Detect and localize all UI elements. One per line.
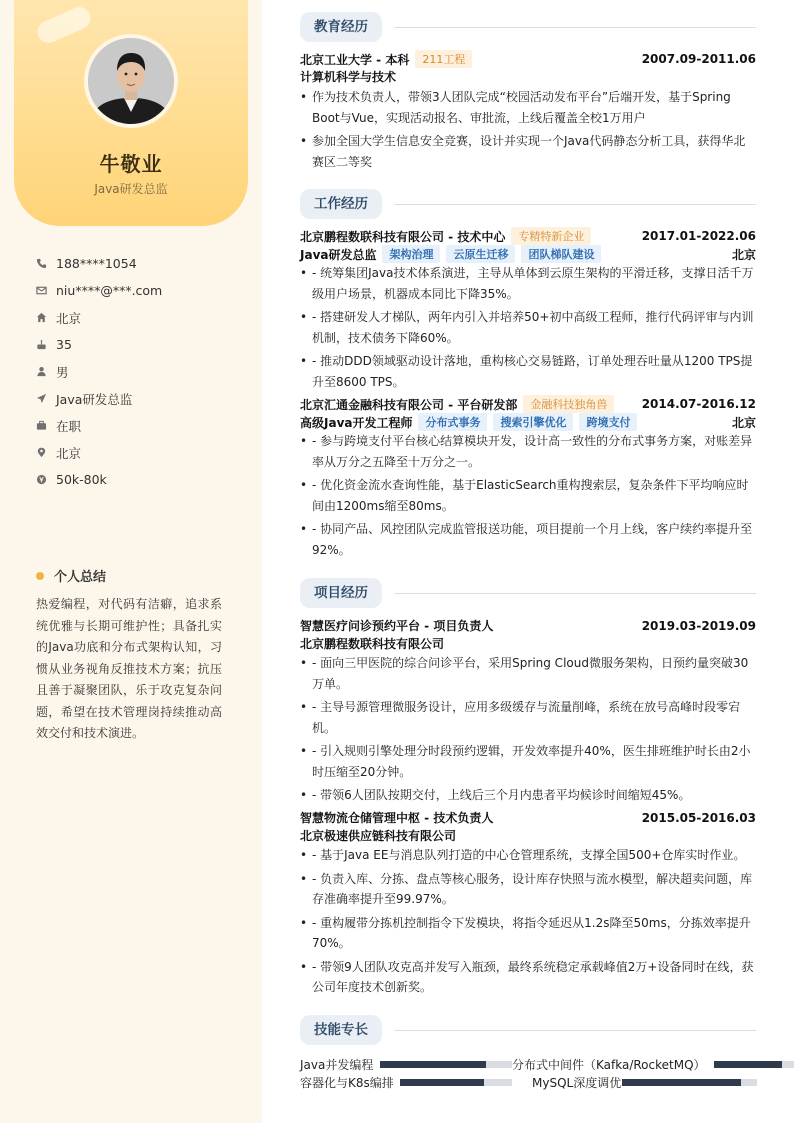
project-bullets <box>300 653 756 809</box>
summary-title: 个人总结 <box>54 570 107 585</box>
skill-level-fill <box>714 1061 782 1068</box>
list-item: • - 带领6人团队按期交付，上线后三个月内患者平均候诊时间缩短45%。 <box>300 788 691 802</box>
contact-target-role <box>36 385 246 412</box>
contact-value: 北京 <box>56 445 82 461</box>
contact-status <box>36 412 246 439</box>
contact-value: niu****@***.com <box>56 283 163 298</box>
school-name: 北京工业大学 - 本科 <box>300 52 410 67</box>
list-item: • - 负责入库、分拣、盘点等核心服务，设计库存快照与流水模型，解决超卖问题，库存准确率提升至99.97%。 <box>300 871 753 906</box>
skill-level-fill <box>622 1079 741 1086</box>
section-divider <box>394 204 756 205</box>
company-name: 北京鹏程数联科技有限公司 - 技术中心 <box>300 229 506 244</box>
project-header <box>300 617 756 634</box>
job-city: 北京 <box>731 247 756 262</box>
project-company-row <box>300 635 756 652</box>
section-title: 工作经历 <box>300 189 382 219</box>
decorative-shape <box>34 4 94 47</box>
skill-item <box>532 1074 757 1091</box>
contact-value: 188****1054 <box>56 256 137 271</box>
education-header <box>300 50 756 68</box>
summary-heading <box>36 566 106 585</box>
money-icon <box>36 474 56 485</box>
skill-level-bar <box>380 1061 512 1068</box>
project-date: 2015.05-2016.03 <box>641 810 756 825</box>
list-item: • 参加全国大学生信息安全竞赛，设计并实现一个Java代码静态分析工具，获得华北赛区二等奖 <box>300 134 746 169</box>
list-item: • - 推动DDD领域驱动设计落地，重构核心交易链路，订单处理吞吐量从1200 TPS提升至8600 TPS。 <box>300 354 753 389</box>
home-icon <box>36 312 56 323</box>
skill-level-bar <box>622 1079 757 1086</box>
skill-row <box>300 1073 794 1091</box>
company-name: 北京汇通金融科技有限公司 - 平台研发部 <box>300 397 518 412</box>
job-date: 2014.07-2016.12 <box>641 397 756 411</box>
education-major: 计算机科学与技术 <box>300 70 397 84</box>
candidate-name: 牛敬业 <box>99 152 163 176</box>
gender-icon <box>36 366 56 377</box>
project-header <box>300 809 756 826</box>
profile-header <box>14 0 248 226</box>
skill-row <box>300 1055 794 1073</box>
skill-level-fill <box>400 1079 484 1086</box>
avatar <box>88 38 174 124</box>
job-city: 北京 <box>731 415 756 430</box>
bullet-dot-icon <box>36 572 44 580</box>
skill-item <box>300 1074 532 1091</box>
list-item: • - 优化资金流水查询性能，基于ElasticSearch重构搜索层，复杂条件下平均响应时间由1200ms缩至80ms。 <box>300 478 749 513</box>
phone-icon <box>36 258 56 269</box>
company-tag: 专精特新企业 <box>511 227 591 245</box>
briefcase-icon <box>36 420 56 431</box>
job-bullets <box>300 263 756 395</box>
skill-name: 容器化与K8s编排 <box>300 1075 394 1090</box>
list-item: • - 基于Java EE与消息队列打造的中心仓管理系统，支撑全国500+仓库实时作业。 <box>300 848 746 862</box>
skill-level-fill <box>380 1061 486 1068</box>
contact-value: 在职 <box>56 418 82 434</box>
project-company: 北京极速供应链科技有限公司 <box>300 829 457 843</box>
section-divider <box>394 1030 756 1031</box>
list-item: • - 主导号源管理微服务设计，应用多级缓存与流量削峰，系统在放号高峰时段零宕机。 <box>300 700 741 735</box>
job-position: Java研发总监 <box>300 247 377 262</box>
section-skills-heading <box>300 1015 756 1045</box>
list-item: • - 面向三甲医院的综合问诊平台，采用Spring Cloud微服务架构，日预约量突破30万单。 <box>300 656 749 691</box>
section-title: 技能专长 <box>300 1015 382 1045</box>
education-bullets <box>300 87 756 175</box>
job-header <box>300 227 756 245</box>
project-name: 智慧医疗问诊预约平台 - 项目负责人 <box>300 619 494 633</box>
mail-icon <box>36 285 56 296</box>
job-header <box>300 395 756 413</box>
section-projects-heading <box>300 578 756 608</box>
project-date: 2019.03-2019.09 <box>641 618 756 633</box>
section-education-heading <box>300 12 756 42</box>
contact-salary <box>36 466 246 493</box>
skill-level-bar <box>714 1061 794 1068</box>
list-item: • - 协同产品、风控团队完成监管报送功能，项目提前一个月上线，客户续约率提升至92%。 <box>300 522 753 557</box>
list-item: • - 引入规则引擎处理分时段预约逻辑，开发效率提升40%，医生排班维护时长由2小时压缩至20分钟。 <box>300 744 751 779</box>
skill-item <box>512 1056 794 1073</box>
skill-tag: 跨境支付 <box>579 413 637 431</box>
school-tag: 211工程 <box>415 50 472 68</box>
list-item: • - 重构履带分拣机控制指令下发模块，将指令延迟从1.2s降至50ms，分拣效率提升70%。 <box>300 915 751 950</box>
list-item: • - 统筹集团Java技术体系演进，主导从单体到云原生架构的平滑迁移，支撑日活千万级用户场景，机器成本同比下降35%。 <box>300 266 754 301</box>
contact-email <box>36 277 246 304</box>
job-position: 高级Java开发工程师 <box>300 415 413 430</box>
summary-text: 热爱编程，对代码有洁癖，追求系统优雅与长期可维护性；具备扎实的Java功底和分布式架构认知，习惯从业务视角反推技术方案；抗压且善于凝聚团队，乐于攻克复杂问题，希望在技术管理岗持续推动高效交付和技术演进。 <box>36 597 222 740</box>
list-item: • - 搭建研发人才梯队，两年内引入并培养50+初中高级工程师，推行代码评审与内训机制，技术债务下降60%。 <box>300 310 754 345</box>
contact-value: 35 <box>56 337 72 352</box>
contact-value: 男 <box>56 364 69 380</box>
contact-hometown <box>36 304 246 331</box>
sidebar <box>0 0 262 1123</box>
project-bullets <box>300 845 756 1001</box>
job-date: 2017.01-2022.06 <box>641 229 756 243</box>
contact-gender <box>36 358 246 385</box>
contact-value: Java研发总监 <box>56 391 133 407</box>
skill-tag: 云原生迁移 <box>446 245 515 263</box>
location-icon <box>36 447 56 458</box>
project-name: 智慧物流仓储管理中枢 - 技术负责人 <box>300 811 494 825</box>
list-item: • - 带领9人团队攻克高并发写入瓶颈，最终系统稳定承载峰值2万+设备同时在线，获公司年度技术创新奖。 <box>300 959 754 994</box>
section-work-heading <box>300 189 756 219</box>
section-title: 教育经历 <box>300 12 382 42</box>
job-position-row <box>300 413 756 431</box>
skill-tag: 分布式事务 <box>418 413 487 431</box>
skill-tag: 团队梯队建设 <box>521 245 601 263</box>
company-tag: 金融科技独角兽 <box>523 395 614 413</box>
contact-value: 北京 <box>56 310 82 326</box>
skill-tag: 架构治理 <box>382 245 440 263</box>
skill-name: 分布式中间件（Kafka/RocketMQ） <box>512 1057 706 1072</box>
job-bullets <box>300 431 756 563</box>
contact-list <box>36 250 246 493</box>
contact-phone <box>36 250 246 277</box>
education-major-row <box>300 68 756 85</box>
candidate-role: Java研发总监 <box>94 182 168 196</box>
contact-value: 50k-80k <box>56 472 107 487</box>
avatar-frame <box>84 34 178 128</box>
list-item: • 作为技术负责人，带领3人团队完成“校园活动发布平台”后端开发，基于Spring Boot与Vue，实现活动报名、审批流，上线后覆盖全校1万用户 <box>300 90 731 125</box>
send-icon <box>36 393 56 404</box>
contact-age <box>36 331 246 358</box>
education-date: 2007.09-2011.06 <box>641 52 756 66</box>
skill-name: Java并发编程 <box>300 1057 374 1072</box>
cake-icon <box>36 339 56 350</box>
list-item: • - 参与跨境支付平台核心结算模块开发，设计高一致性的分布式事务方案，对账差异率从万分之五降至十万分之一。 <box>300 434 753 469</box>
contact-city <box>36 439 246 466</box>
project-company: 北京鹏程数联科技有限公司 <box>300 637 445 651</box>
skill-name: MySQL深度调优 <box>532 1075 622 1090</box>
section-divider <box>394 593 756 594</box>
project-company-row <box>300 827 756 844</box>
skill-tag: 搜索引擎优化 <box>493 413 573 431</box>
skills-list <box>300 1055 794 1091</box>
skill-item <box>300 1056 512 1073</box>
skill-level-bar <box>400 1079 512 1086</box>
section-divider <box>394 27 756 28</box>
job-position-row <box>300 245 756 263</box>
section-title: 项目经历 <box>300 578 382 608</box>
